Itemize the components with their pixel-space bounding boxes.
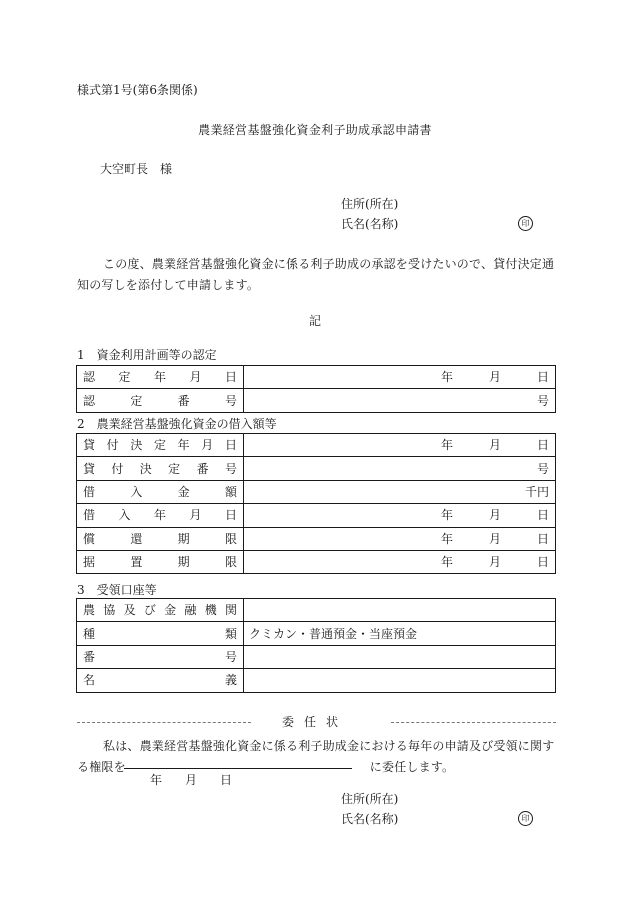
value-field[interactable]: [244, 550, 556, 573]
label-char: び: [143, 603, 156, 618]
delegator-address-label: 住所(所在): [341, 792, 399, 806]
date-unit: 月: [488, 370, 501, 385]
label-char: 番: [196, 461, 209, 476]
value-field[interactable]: [244, 434, 556, 457]
receiving-account-table: [76, 598, 556, 693]
row-label: [77, 622, 244, 645]
date-unit: 日: [536, 508, 549, 523]
label-char: 日: [224, 508, 237, 523]
row-label: [77, 434, 244, 457]
date-unit: 日: [536, 370, 549, 385]
label-char: 金: [177, 484, 190, 499]
label-char: 機: [204, 603, 217, 618]
application-statement: この度、農業経営基盤強化資金に係る利子助成の承認を受けたいので、貸付決定通知の写しを添付して申請します。: [77, 257, 555, 292]
label-char: 月: [201, 438, 214, 453]
date-unit: 月: [488, 531, 501, 546]
label-char: 番: [177, 393, 190, 408]
label-char: 額: [224, 484, 237, 499]
label-char: 年: [153, 370, 166, 385]
value-field[interactable]: [244, 599, 556, 622]
seal-icon: 印: [518, 216, 533, 231]
day-unit: 日: [219, 773, 232, 787]
field-value: クミカン・普通預金・当座預金: [249, 626, 418, 641]
label-char: 種: [83, 626, 96, 641]
label-char: 金: [164, 603, 177, 618]
label-char: 貸: [83, 438, 96, 453]
label-char: 限: [224, 531, 237, 546]
row-label: [77, 599, 244, 622]
value-field[interactable]: [244, 389, 556, 412]
label-char: 還: [130, 531, 143, 546]
label-char: 及: [123, 603, 136, 618]
label-char: 年: [177, 438, 190, 453]
row-label: [77, 550, 244, 573]
table-row: [77, 527, 556, 550]
label-char: 定: [168, 461, 181, 476]
label-char: 入: [118, 508, 131, 523]
table-row: [77, 389, 556, 412]
value-field[interactable]: [244, 645, 556, 668]
row-label: [77, 480, 244, 503]
label-char: 年: [153, 508, 166, 523]
date-unit: 年: [441, 531, 454, 546]
label-char: 定: [118, 370, 131, 385]
date-unit: 日: [536, 438, 549, 453]
date-unit: 年: [441, 555, 454, 570]
label-char: 協: [103, 603, 116, 618]
date-unit: 年: [441, 508, 454, 523]
label-char: 月: [189, 508, 202, 523]
row-label: [77, 457, 244, 480]
unit-label: 号: [536, 461, 549, 476]
applicant-address-label: 住所(所在): [341, 197, 399, 211]
row-label: [77, 527, 244, 550]
proxy-statement: 私は、農業経営基盤強化資金に係る利子助成金における毎年の申請及び受領に関する権限を に委任します。: [77, 739, 555, 774]
month-unit: 月: [184, 773, 197, 787]
addressee: 大空町長 様: [100, 162, 173, 176]
label-char: 定: [130, 393, 143, 408]
value-field[interactable]: [244, 457, 556, 480]
table-row: [77, 622, 556, 645]
label-char: 号: [224, 649, 237, 664]
date-units: [441, 509, 549, 521]
label-char: 置: [130, 555, 143, 570]
value-field[interactable]: [244, 366, 556, 389]
label-char: 限: [224, 555, 237, 570]
date-unit: 日: [536, 555, 549, 570]
unit-label: 号: [536, 393, 549, 408]
table-row: [77, 645, 556, 668]
label-char: 据: [83, 555, 96, 570]
label-char: 借: [83, 508, 96, 523]
table-row: [77, 504, 556, 527]
value-field[interactable]: [244, 527, 556, 550]
proxy-title: 委任状: [281, 715, 348, 729]
proxy-date: [150, 774, 232, 786]
certification-table: [76, 365, 556, 413]
table-row: [77, 550, 556, 573]
date-units: [441, 371, 549, 383]
delegator-name-label: 氏名(名称): [341, 812, 399, 826]
table-row: [77, 366, 556, 389]
label-char: 入: [130, 484, 143, 499]
row-label: [77, 389, 244, 412]
label-char: 定: [153, 438, 166, 453]
form-number: 様式第1号(第6条関係): [77, 83, 198, 97]
date-unit: 年: [441, 438, 454, 453]
label-char: 期: [177, 555, 190, 570]
label-char: 付: [111, 461, 124, 476]
unit-label: 千円: [524, 484, 549, 499]
label-char: 日: [224, 438, 237, 453]
year-unit: 年: [150, 773, 163, 787]
label-char: 日: [224, 370, 237, 385]
date-unit: 日: [536, 531, 549, 546]
date-unit: 月: [488, 508, 501, 523]
label-char: 号: [224, 461, 237, 476]
row-label: [77, 669, 244, 692]
date-unit: 月: [488, 438, 501, 453]
table-row: [77, 457, 556, 480]
label-char: 農: [83, 603, 96, 618]
table-row: [77, 480, 556, 503]
section-3-heading: 3 受領口座等: [77, 583, 157, 597]
proxy-name-blank-line: [124, 768, 352, 769]
label-char: 義: [224, 673, 237, 688]
label-char: 借: [83, 484, 96, 499]
label-char: 月: [189, 370, 202, 385]
ki-heading: 記: [308, 314, 321, 328]
table-row: [77, 599, 556, 622]
label-char: 決: [139, 461, 152, 476]
section-1-heading: 1 資金利用計画等の認定: [77, 348, 217, 362]
value-field[interactable]: [244, 669, 556, 692]
label-char: 名: [83, 673, 96, 688]
label-char: 付: [106, 438, 119, 453]
table-row: [77, 434, 556, 457]
label-char: 号: [224, 393, 237, 408]
seal-icon: 印: [518, 811, 533, 826]
value-field[interactable]: [244, 504, 556, 527]
label-char: 関: [224, 603, 237, 618]
document-title: 農業経営基盤強化資金利子助成承認申請書: [198, 123, 432, 137]
value-field[interactable]: [244, 480, 556, 503]
label-char: 番: [83, 649, 96, 664]
label-char: 決: [130, 438, 143, 453]
date-units: [441, 533, 549, 545]
date-unit: 月: [488, 555, 501, 570]
row-label: [77, 504, 244, 527]
label-char: 認: [83, 370, 96, 385]
section-2-heading: 2 農業経営基盤強化資金の借入額等: [77, 417, 277, 431]
label-char: 融: [184, 603, 197, 618]
label-char: 認: [83, 393, 96, 408]
label-char: 償: [83, 531, 96, 546]
applicant-name-label: 氏名(名称): [341, 217, 399, 231]
label-char: 貸: [83, 461, 96, 476]
divider-right: [391, 722, 556, 723]
loan-details-table: [76, 433, 556, 574]
date-units: [441, 439, 549, 451]
label-char: 類: [224, 626, 237, 641]
table-row: [77, 669, 556, 692]
row-label: [77, 645, 244, 668]
label-char: 期: [177, 531, 190, 546]
value-field[interactable]: [244, 622, 556, 645]
date-units: [441, 556, 549, 568]
row-label: [77, 366, 244, 389]
date-unit: 年: [441, 370, 454, 385]
